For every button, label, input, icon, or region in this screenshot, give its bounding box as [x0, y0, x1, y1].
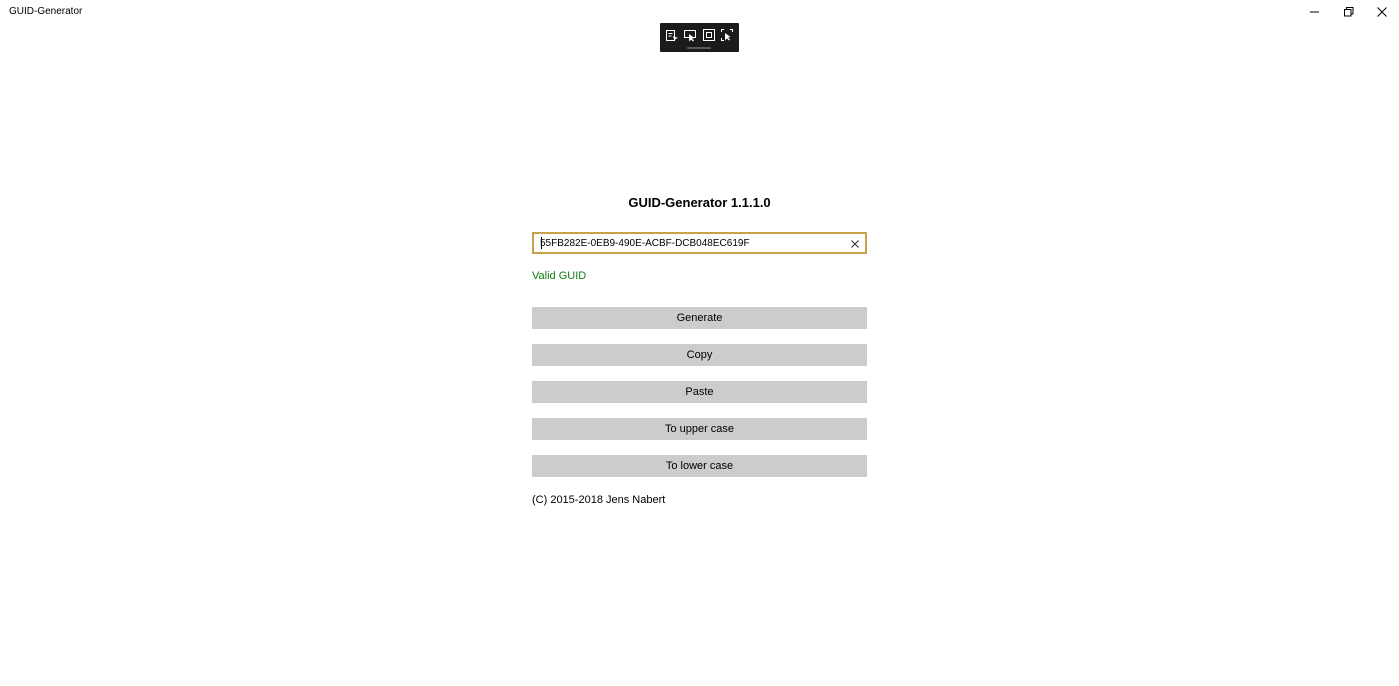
select-area-icon[interactable] — [702, 28, 716, 42]
clear-button[interactable] — [849, 237, 861, 249]
validation-status: Valid GUID — [532, 270, 587, 282]
title-bar — [0, 0, 1399, 24]
guid-input[interactable] — [540, 234, 840, 252]
to-upper-case-button[interactable]: To upper case — [532, 418, 867, 440]
window-title: GUID-Generator — [9, 6, 83, 17]
close-icon — [1377, 7, 1387, 17]
select-pointer-icon[interactable] — [683, 28, 697, 42]
clear-icon — [849, 237, 861, 254]
paste-button[interactable]: Paste — [532, 381, 867, 403]
text-caret — [541, 237, 542, 249]
restore-button[interactable] — [1332, 0, 1366, 24]
minimize-button[interactable] — [1298, 0, 1332, 24]
restore-icon — [1344, 7, 1354, 17]
select-screen-icon[interactable] — [720, 28, 734, 42]
copy-button[interactable]: Copy — [532, 344, 867, 366]
toolbar-grip[interactable] — [687, 47, 711, 49]
copyright-text: (C) 2015-2018 Jens Nabert — [532, 494, 666, 506]
to-lower-case-button[interactable]: To lower case — [532, 455, 867, 477]
select-edit-icon[interactable] — [665, 28, 679, 42]
generate-button[interactable]: Generate — [532, 307, 867, 329]
minimize-icon — [1310, 7, 1320, 17]
capture-toolbar — [660, 23, 739, 52]
close-button[interactable] — [1365, 0, 1399, 24]
page-title: GUID-Generator 1.1.1.0 — [628, 195, 771, 210]
guid-field[interactable] — [532, 232, 867, 254]
